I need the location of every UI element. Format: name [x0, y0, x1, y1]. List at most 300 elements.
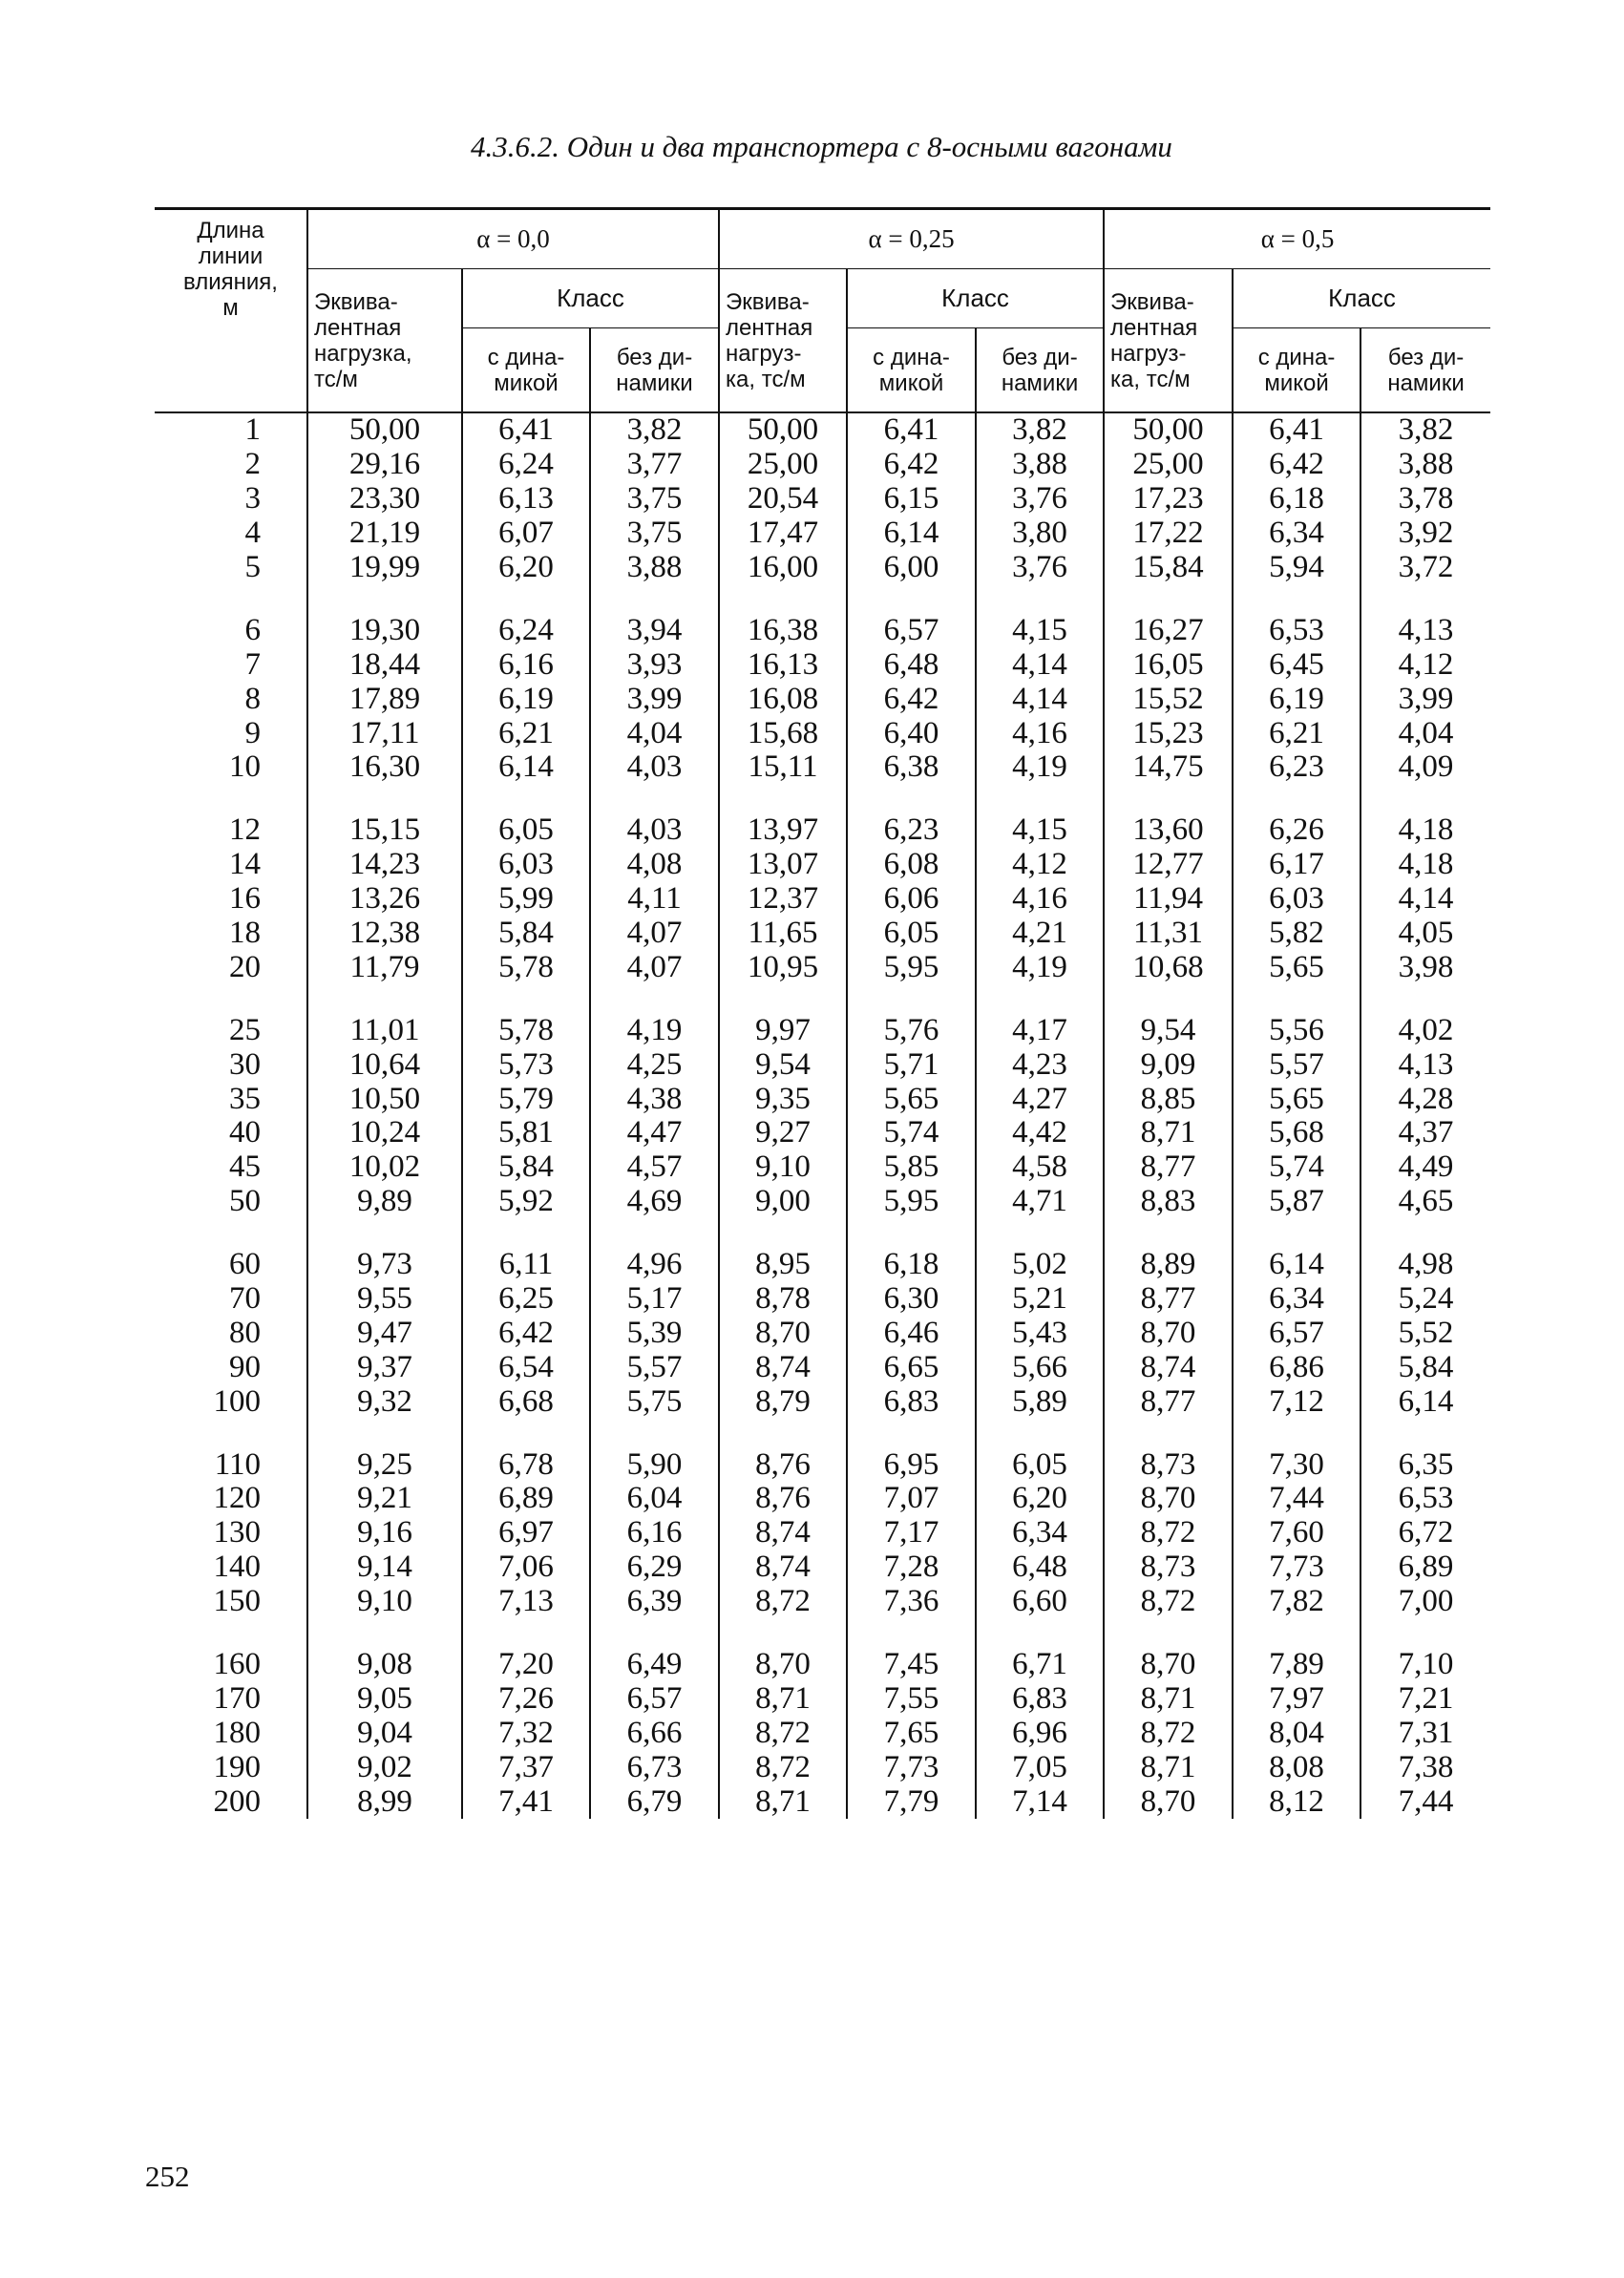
value-cell: 6,24 [462, 448, 590, 482]
table-row [155, 848, 1490, 882]
value-cell: 6,34 [1233, 517, 1360, 551]
value-cell: 6,35 [1360, 1426, 1490, 1482]
length-cell: 20 [229, 949, 261, 984]
value-cell: 8,77 [1104, 1150, 1233, 1185]
table-row [155, 1116, 1490, 1150]
table-row [155, 1716, 1490, 1750]
value-cell: 6,34 [976, 1516, 1104, 1550]
value-cell: 8,71 [1104, 1750, 1233, 1784]
value-cell: 13,97 [719, 792, 847, 848]
length-cell: 80 [229, 1315, 261, 1350]
value-cell: 8,71 [719, 1682, 847, 1717]
value-cell: 50,00 [1104, 412, 1233, 448]
value-cell: 3,93 [590, 647, 719, 682]
table-row [155, 716, 1490, 750]
value-cell: 6,25 [462, 1282, 590, 1317]
header-class: Класс [847, 269, 1104, 328]
value-cell: 6,04 [590, 1482, 719, 1516]
value-cell: 15,52 [1104, 682, 1233, 716]
header-alpha-025: α = 0,25 [719, 209, 1104, 269]
value-cell: 3,76 [976, 551, 1104, 593]
header-without-dynamics: без ди- намики [1360, 328, 1490, 413]
value-cell: 7,13 [462, 1585, 590, 1627]
value-cell: 4,07 [590, 950, 719, 992]
value-cell: 9,55 [307, 1282, 462, 1317]
value-cell: 4,16 [976, 716, 1104, 750]
value-cell: 6,13 [462, 482, 590, 517]
value-cell: 6,21 [462, 716, 590, 750]
table-row [155, 882, 1490, 917]
value-cell: 5,43 [976, 1316, 1104, 1350]
table-row [155, 1750, 1490, 1784]
value-cell: 19,99 [307, 551, 462, 593]
value-cell: 9,14 [307, 1550, 462, 1585]
length-cell: 9 [244, 715, 261, 750]
value-cell: 9,10 [719, 1150, 847, 1185]
value-cell: 5,73 [462, 1047, 590, 1082]
value-cell: 4,12 [1360, 647, 1490, 682]
value-cell: 15,84 [1104, 551, 1233, 593]
table-row [155, 750, 1490, 792]
length-cell: 16 [229, 881, 261, 917]
table-row [155, 1682, 1490, 1717]
value-cell: 6,23 [847, 792, 976, 848]
value-cell: 13,60 [1104, 792, 1233, 848]
value-cell: 11,01 [307, 992, 462, 1047]
table-row [155, 517, 1490, 551]
value-cell: 5,84 [462, 1150, 590, 1185]
value-cell: 4,12 [976, 848, 1104, 882]
value-cell: 4,25 [590, 1047, 719, 1082]
value-cell: 6,14 [1360, 1384, 1490, 1426]
value-cell: 5,78 [462, 992, 590, 1047]
value-cell: 8,08 [1233, 1750, 1360, 1784]
value-cell: 20,54 [719, 482, 847, 517]
value-cell: 8,04 [1233, 1716, 1360, 1750]
value-cell: 5,89 [976, 1384, 1104, 1426]
value-cell: 6,57 [590, 1682, 719, 1717]
value-cell: 6,54 [462, 1350, 590, 1384]
value-cell: 7,44 [1360, 1784, 1490, 1819]
value-cell: 50,00 [307, 412, 462, 448]
value-cell: 7,55 [847, 1682, 976, 1717]
value-cell: 10,50 [307, 1082, 462, 1116]
length-cell: 60 [229, 1247, 261, 1282]
value-cell: 4,14 [976, 682, 1104, 716]
value-cell: 5,57 [590, 1350, 719, 1384]
value-cell: 4,28 [1360, 1082, 1490, 1116]
value-cell: 6,39 [590, 1585, 719, 1627]
value-cell: 15,11 [719, 750, 847, 792]
value-cell: 7,36 [847, 1585, 976, 1627]
value-cell: 6,26 [1233, 792, 1360, 848]
length-cell: 18 [229, 916, 261, 951]
table-row [155, 1047, 1490, 1082]
value-cell: 9,09 [1104, 1047, 1233, 1082]
value-cell: 7,89 [1233, 1627, 1360, 1682]
value-cell: 25,00 [719, 448, 847, 482]
length-cell: 30 [229, 1046, 261, 1082]
header-alpha-0: α = 0,0 [307, 209, 719, 269]
value-cell: 17,47 [719, 517, 847, 551]
value-cell: 6,16 [590, 1516, 719, 1550]
table-row [155, 1282, 1490, 1317]
value-cell: 7,21 [1360, 1682, 1490, 1717]
page-number: 252 [145, 2160, 190, 2193]
value-cell: 6,14 [1233, 1227, 1360, 1282]
value-cell: 5,99 [462, 882, 590, 917]
table-row [155, 1426, 1490, 1482]
value-cell: 4,19 [976, 750, 1104, 792]
value-cell: 5,81 [462, 1116, 590, 1150]
value-cell: 4,15 [976, 592, 1104, 647]
table-row [155, 1384, 1490, 1426]
value-cell: 9,89 [307, 1185, 462, 1227]
value-cell: 17,11 [307, 716, 462, 750]
value-cell: 6,11 [462, 1227, 590, 1282]
table-row [155, 1350, 1490, 1384]
value-cell: 16,00 [719, 551, 847, 593]
value-cell: 5,56 [1233, 992, 1360, 1047]
value-cell: 6,07 [462, 517, 590, 551]
length-cell: 7 [244, 646, 261, 682]
value-cell: 7,00 [1360, 1585, 1490, 1627]
table-body [155, 412, 1490, 1819]
value-cell: 4,23 [976, 1047, 1104, 1082]
value-cell: 5,65 [1233, 950, 1360, 992]
value-cell: 7,10 [1360, 1627, 1490, 1682]
value-cell: 8,74 [719, 1350, 847, 1384]
value-cell: 6,05 [462, 792, 590, 848]
table-row [155, 482, 1490, 517]
value-cell: 8,71 [1104, 1116, 1233, 1150]
value-cell: 3,88 [590, 551, 719, 593]
value-cell: 5,92 [462, 1185, 590, 1227]
value-cell: 11,65 [719, 917, 847, 951]
value-cell: 8,77 [1104, 1282, 1233, 1317]
value-cell: 6,66 [590, 1716, 719, 1750]
length-cell: 1 [244, 412, 261, 448]
table-row [155, 1585, 1490, 1627]
value-cell: 6,49 [590, 1627, 719, 1682]
value-cell: 6,20 [462, 551, 590, 593]
value-cell: 6,05 [847, 917, 976, 951]
value-cell: 7,05 [976, 1750, 1104, 1784]
value-cell: 4,16 [976, 882, 1104, 917]
length-cell: 70 [229, 1281, 261, 1317]
table-row [155, 1227, 1490, 1282]
value-cell: 3,82 [590, 412, 719, 448]
header-with-dynamics: с дина- микой [462, 328, 590, 413]
value-cell: 6,17 [1233, 848, 1360, 882]
value-cell: 4,98 [1360, 1227, 1490, 1282]
value-cell: 12,37 [719, 882, 847, 917]
value-cell: 10,64 [307, 1047, 462, 1082]
value-cell: 8,74 [1104, 1350, 1233, 1384]
value-cell: 5,84 [1360, 1350, 1490, 1384]
value-cell: 25,00 [1104, 448, 1233, 482]
value-cell: 6,14 [847, 517, 976, 551]
value-cell: 29,16 [307, 448, 462, 482]
value-cell: 8,85 [1104, 1082, 1233, 1116]
table-row [155, 682, 1490, 716]
value-cell: 4,71 [976, 1185, 1104, 1227]
value-cell: 16,38 [719, 592, 847, 647]
value-cell: 5,94 [1233, 551, 1360, 593]
value-cell: 10,24 [307, 1116, 462, 1150]
value-cell: 9,00 [719, 1185, 847, 1227]
value-cell: 6,19 [462, 682, 590, 716]
value-cell: 7,82 [1233, 1585, 1360, 1627]
value-cell: 11,94 [1104, 882, 1233, 917]
value-cell: 7,28 [847, 1550, 976, 1585]
value-cell: 4,27 [976, 1082, 1104, 1116]
header-class: Класс [1233, 269, 1490, 328]
value-cell: 4,11 [590, 882, 719, 917]
value-cell: 5,71 [847, 1047, 976, 1082]
value-cell: 5,21 [976, 1282, 1104, 1317]
value-cell: 5,65 [1233, 1082, 1360, 1116]
value-cell: 3,98 [1360, 950, 1490, 992]
value-cell: 6,06 [847, 882, 976, 917]
value-cell: 6,89 [1360, 1550, 1490, 1585]
table-row [155, 950, 1490, 992]
header-with-dynamics: с дина- микой [1233, 328, 1360, 413]
value-cell: 8,76 [719, 1482, 847, 1516]
value-cell: 5,74 [847, 1116, 976, 1150]
value-cell: 5,17 [590, 1282, 719, 1317]
value-cell: 6,53 [1360, 1482, 1490, 1516]
value-cell: 13,07 [719, 848, 847, 882]
value-cell: 6,24 [462, 592, 590, 647]
value-cell: 7,97 [1233, 1682, 1360, 1717]
value-cell: 21,19 [307, 517, 462, 551]
table-row [155, 1550, 1490, 1585]
value-cell: 8,12 [1233, 1784, 1360, 1819]
value-cell: 9,73 [307, 1227, 462, 1282]
value-cell: 8,71 [719, 1784, 847, 1819]
value-cell: 5,79 [462, 1082, 590, 1116]
value-cell: 9,25 [307, 1426, 462, 1482]
value-cell: 9,47 [307, 1316, 462, 1350]
value-cell: 16,27 [1104, 592, 1233, 647]
value-cell: 7,65 [847, 1716, 976, 1750]
value-cell: 7,26 [462, 1682, 590, 1717]
value-cell: 6,18 [847, 1227, 976, 1282]
value-cell: 6,57 [847, 592, 976, 647]
value-cell: 6,41 [1233, 412, 1360, 448]
value-cell: 8,71 [1104, 1682, 1233, 1717]
value-cell: 8,72 [719, 1585, 847, 1627]
value-cell: 6,48 [847, 647, 976, 682]
value-cell: 3,72 [1360, 551, 1490, 593]
length-cell: 190 [213, 1749, 261, 1784]
section-title: 4.3.6.2. Один и два транспортера с 8-осными вагонами [471, 130, 1172, 163]
length-cell: 100 [213, 1383, 261, 1419]
value-cell: 7,45 [847, 1627, 976, 1682]
value-cell: 4,07 [590, 917, 719, 951]
value-cell: 5,68 [1233, 1116, 1360, 1150]
value-cell: 17,23 [1104, 482, 1233, 517]
value-cell: 7,79 [847, 1784, 976, 1819]
value-cell: 7,17 [847, 1516, 976, 1550]
value-cell: 10,02 [307, 1150, 462, 1185]
length-cell: 120 [213, 1481, 261, 1516]
length-cell: 3 [244, 481, 261, 517]
value-cell: 7,41 [462, 1784, 590, 1819]
value-cell: 3,80 [976, 517, 1104, 551]
value-cell: 7,73 [1233, 1550, 1360, 1585]
value-cell: 23,30 [307, 482, 462, 517]
value-cell: 5,84 [462, 917, 590, 951]
value-cell: 6,23 [1233, 750, 1360, 792]
value-cell: 9,54 [719, 1047, 847, 1082]
value-cell: 4,14 [976, 647, 1104, 682]
value-cell: 6,96 [976, 1716, 1104, 1750]
value-cell: 8,73 [1104, 1426, 1233, 1482]
value-cell: 6,57 [1233, 1316, 1360, 1350]
table-row [155, 448, 1490, 482]
table-row [155, 412, 1490, 448]
value-cell: 8,70 [1104, 1627, 1233, 1682]
value-cell: 7,73 [847, 1750, 976, 1784]
value-cell: 4,58 [976, 1150, 1104, 1185]
value-cell: 3,92 [1360, 517, 1490, 551]
table-row [155, 1316, 1490, 1350]
value-cell: 4,08 [590, 848, 719, 882]
value-cell: 7,12 [1233, 1384, 1360, 1426]
value-cell: 6,19 [1233, 682, 1360, 716]
value-cell: 4,19 [976, 950, 1104, 992]
value-cell: 3,88 [1360, 448, 1490, 482]
table-row [155, 647, 1490, 682]
value-cell: 3,94 [590, 592, 719, 647]
value-cell: 6,05 [976, 1426, 1104, 1482]
value-cell: 6,53 [1233, 592, 1360, 647]
value-cell: 4,17 [976, 992, 1104, 1047]
value-cell: 4,14 [1360, 882, 1490, 917]
value-cell: 6,71 [976, 1627, 1104, 1682]
value-cell: 7,44 [1233, 1482, 1360, 1516]
value-cell: 9,97 [719, 992, 847, 1047]
value-cell: 4,21 [976, 917, 1104, 951]
value-cell: 4,04 [1360, 716, 1490, 750]
header-with-dynamics: с дина- микой [847, 328, 976, 413]
value-cell: 5,52 [1360, 1316, 1490, 1350]
header-without-dynamics: без ди- намики [590, 328, 719, 413]
table-row [155, 592, 1490, 647]
value-cell: 6,14 [462, 750, 590, 792]
value-cell: 3,75 [590, 517, 719, 551]
value-cell: 7,32 [462, 1716, 590, 1750]
value-cell: 8,72 [1104, 1516, 1233, 1550]
value-cell: 8,70 [1104, 1316, 1233, 1350]
value-cell: 6,73 [590, 1750, 719, 1784]
length-cell: 50 [229, 1184, 261, 1219]
value-cell: 5,65 [847, 1082, 976, 1116]
value-cell: 6,38 [847, 750, 976, 792]
value-cell: 5,82 [1233, 917, 1360, 951]
value-cell: 11,79 [307, 950, 462, 992]
value-cell: 7,37 [462, 1750, 590, 1784]
length-cell: 130 [213, 1515, 261, 1550]
value-cell: 6,45 [1233, 647, 1360, 682]
value-cell: 3,82 [976, 412, 1104, 448]
length-cell: 4 [244, 516, 261, 551]
table-row [155, 1482, 1490, 1516]
value-cell: 6,42 [1233, 448, 1360, 482]
value-cell: 9,27 [719, 1116, 847, 1150]
value-cell: 6,68 [462, 1384, 590, 1426]
value-cell: 14,23 [307, 848, 462, 882]
value-cell: 5,78 [462, 950, 590, 992]
value-cell: 3,88 [976, 448, 1104, 482]
value-cell: 6,65 [847, 1350, 976, 1384]
value-cell: 4,47 [590, 1116, 719, 1150]
value-cell: 7,06 [462, 1550, 590, 1585]
value-cell: 4,37 [1360, 1116, 1490, 1150]
value-cell: 4,05 [1360, 917, 1490, 951]
value-cell: 10,68 [1104, 950, 1233, 992]
value-cell: 7,30 [1233, 1426, 1360, 1482]
value-cell: 9,54 [1104, 992, 1233, 1047]
header-without-dynamics: без ди- намики [976, 328, 1104, 413]
value-cell: 8,95 [719, 1227, 847, 1282]
value-cell: 9,10 [307, 1585, 462, 1627]
value-cell: 16,05 [1104, 647, 1233, 682]
value-cell: 6,30 [847, 1282, 976, 1317]
table-row [155, 1784, 1490, 1819]
value-cell: 6,41 [462, 412, 590, 448]
value-cell: 6,00 [847, 551, 976, 593]
header-class: Класс [462, 269, 719, 328]
value-cell: 4,18 [1360, 792, 1490, 848]
value-cell: 6,78 [462, 1426, 590, 1482]
table-row [155, 992, 1490, 1047]
value-cell: 5,85 [847, 1150, 976, 1185]
value-cell: 3,77 [590, 448, 719, 482]
value-cell: 10,95 [719, 950, 847, 992]
value-cell: 6,89 [462, 1482, 590, 1516]
value-cell: 4,13 [1360, 1047, 1490, 1082]
value-cell: 6,16 [462, 647, 590, 682]
length-cell: 10 [229, 749, 261, 785]
value-cell: 18,44 [307, 647, 462, 682]
value-cell: 8,89 [1104, 1227, 1233, 1282]
value-cell: 3,82 [1360, 412, 1490, 448]
value-cell: 8,70 [1104, 1784, 1233, 1819]
table-row [155, 1082, 1490, 1116]
table-row [155, 1516, 1490, 1550]
value-cell: 6,29 [590, 1550, 719, 1585]
length-cell: 40 [229, 1115, 261, 1150]
value-cell: 9,21 [307, 1482, 462, 1516]
value-cell: 16,13 [719, 647, 847, 682]
value-cell: 8,76 [719, 1426, 847, 1482]
value-cell: 15,15 [307, 792, 462, 848]
value-cell: 11,31 [1104, 917, 1233, 951]
value-cell: 3,78 [1360, 482, 1490, 517]
value-cell: 7,38 [1360, 1750, 1490, 1784]
length-cell: 170 [213, 1680, 261, 1716]
value-cell: 6,48 [976, 1550, 1104, 1585]
value-cell: 8,73 [1104, 1550, 1233, 1585]
value-cell: 9,08 [307, 1627, 462, 1682]
length-cell: 180 [213, 1715, 261, 1750]
header-equiv-load: Эквива- лентная нагруз- ка, тс/м [719, 269, 847, 413]
value-cell: 9,05 [307, 1682, 462, 1717]
value-cell: 13,26 [307, 882, 462, 917]
